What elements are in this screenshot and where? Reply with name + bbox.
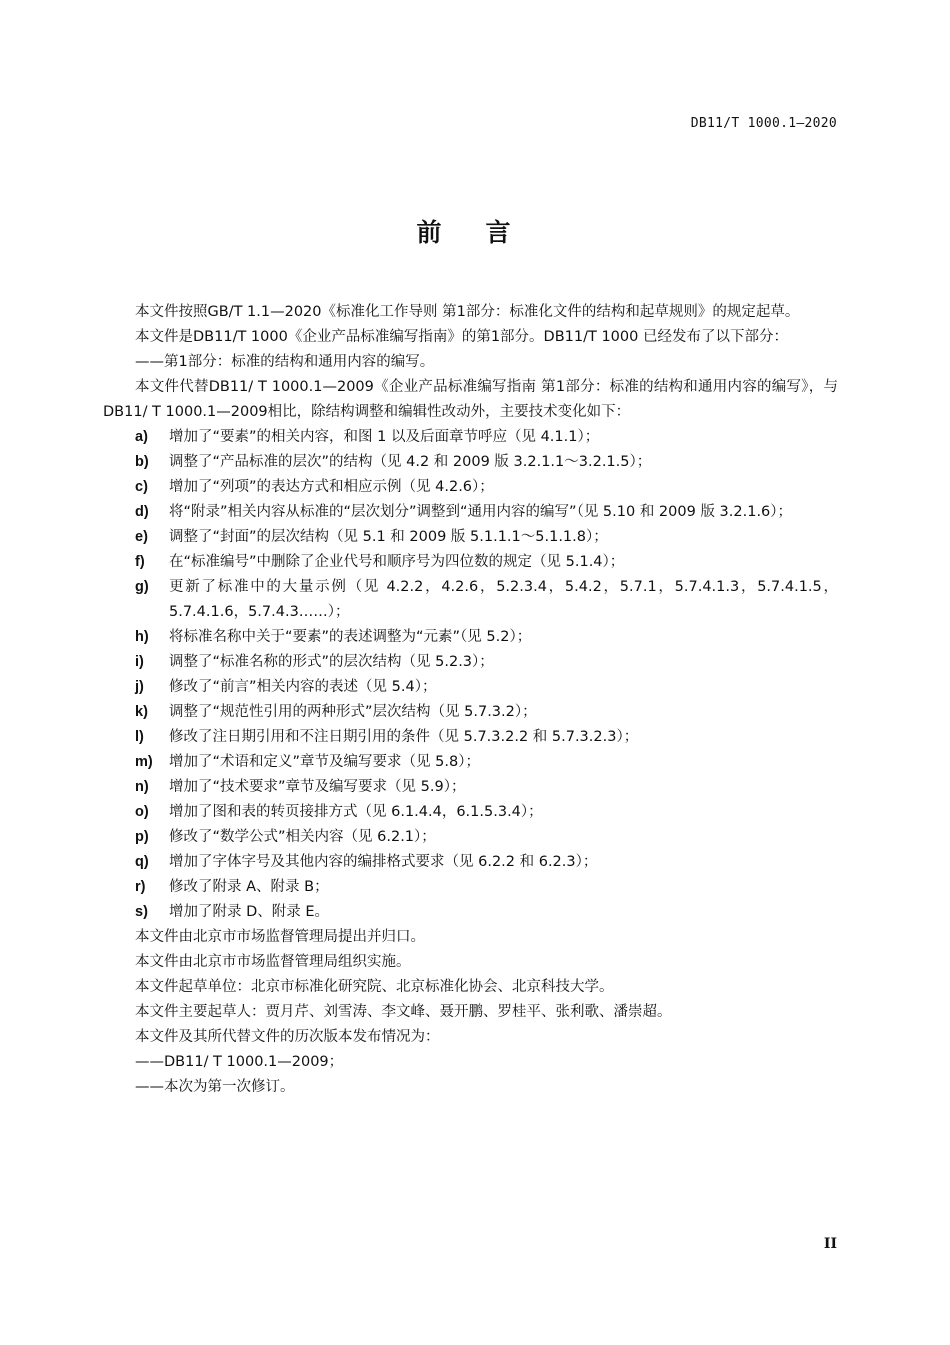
list-item bbox=[103, 750, 838, 775]
list-item bbox=[103, 625, 838, 650]
list-label: k) bbox=[135, 704, 148, 720]
list-item bbox=[103, 775, 838, 800]
list-text: 修改了“数学公式”相关内容（见 6.2.1）； bbox=[169, 829, 436, 845]
list-label: q) bbox=[135, 854, 149, 870]
list-label: d) bbox=[135, 504, 149, 520]
list-label: n) bbox=[135, 779, 149, 795]
list-item bbox=[103, 425, 838, 450]
list-item bbox=[103, 650, 838, 675]
list-text: 在“标准编号”中删除了企业代号和顺序号为四位数的规定（见 5.1.4）； bbox=[169, 554, 625, 570]
list-label: e) bbox=[135, 529, 148, 545]
list-item bbox=[103, 575, 838, 625]
list-text: 增加了字体字号及其他内容的编排格式要求（见 6.2.2 和 6.2.3）； bbox=[169, 854, 598, 870]
list-text: 修改了“前言”相关内容的表述（见 5.4）； bbox=[169, 679, 437, 695]
dash-item: ——第1部分：标准的结构和通用内容的编写。 bbox=[135, 354, 435, 370]
list-text: 修改了附录 A、附录 B； bbox=[169, 879, 329, 895]
list-label: h) bbox=[135, 629, 149, 645]
list-label: c) bbox=[135, 479, 148, 495]
list-label: f) bbox=[135, 554, 145, 570]
document-code: DB11/T 1000.1—2020 bbox=[690, 116, 837, 131]
paragraph: 本文件主要起草人：贾月芹、刘雪涛、李文峰、聂开鹏、罗桂平、张利歌、潘崇超。 bbox=[135, 1004, 672, 1020]
list-item bbox=[103, 900, 838, 925]
list-label: i) bbox=[135, 654, 144, 670]
list-item bbox=[103, 875, 838, 900]
list-text: 增加了“列项”的表达方式和相应示例（见 4.2.6）； bbox=[169, 479, 494, 495]
list-label: j) bbox=[135, 679, 144, 695]
list-text: 增加了“术语和定义”章节及编写要求（见 5.8）； bbox=[169, 754, 480, 770]
list-item bbox=[103, 500, 838, 525]
changes-list bbox=[103, 425, 838, 925]
list-item bbox=[103, 475, 838, 500]
list-label: b) bbox=[135, 454, 149, 470]
list-label: p) bbox=[135, 829, 149, 845]
foreword-body bbox=[103, 300, 838, 1100]
paragraph: 本文件是DB11/T 1000《企业产品标准编写指南》的第1部分。DB11/T 1000 已经发布了以下部分： bbox=[135, 329, 788, 345]
list-label: o) bbox=[135, 804, 149, 820]
list-item bbox=[103, 525, 838, 550]
list-item bbox=[103, 850, 838, 875]
list-item bbox=[103, 675, 838, 700]
list-text: 增加了附录 D、附录 E。 bbox=[169, 904, 330, 920]
list-item bbox=[103, 800, 838, 825]
list-text: 更新了标准中的大量示例（见 4.2.2，4.2.6，5.2.3.4，5.4.2，5.7.1，5.7.4.1.3，5.7.4.1.5，5.7.4.1.6，5.7.4.3……）； bbox=[169, 579, 838, 620]
list-label: r) bbox=[135, 879, 146, 895]
list-text: 调整了“产品标准的层次”的结构（见 4.2 和 2009 版 3.2.1.1～3.2.1.5）； bbox=[169, 454, 652, 470]
list-text: 将“附录”相关内容从标准的“层次划分”调整到“通用内容的编写”（见 5.10 和 2009 版 3.2.1.6）； bbox=[169, 504, 793, 520]
list-text: 增加了“要素”的相关内容，和图 1 以及后面章节呼应（见 4.1.1）； bbox=[169, 429, 600, 445]
list-label: l) bbox=[135, 729, 144, 745]
history-item: ——本次为第一次修订。 bbox=[135, 1079, 295, 1095]
paragraph: 本文件由北京市市场监督管理局提出并归口。 bbox=[135, 929, 425, 945]
list-text: 调整了“标准名称的形式”的层次结构（见 5.2.3）； bbox=[169, 654, 494, 670]
list-item bbox=[103, 825, 838, 850]
paragraph: 本文件及其所代替文件的历次版本发布情况为： bbox=[135, 1029, 440, 1045]
list-item bbox=[103, 450, 838, 475]
paragraph: 本文件起草单位：北京市标准化研究院、北京标准化协会、北京科技大学。 bbox=[135, 979, 614, 995]
list-text: 将标准名称中关于“要素”的表述调整为“元素”（见 5.2）； bbox=[169, 629, 532, 645]
list-item bbox=[103, 700, 838, 725]
paragraph: 本文件由北京市市场监督管理局组织实施。 bbox=[135, 954, 411, 970]
paragraph: 本文件按照GB/T 1.1—2020《标准化工作导则 第1部分：标准化文件的结构和起草规则》的规定起草。 bbox=[135, 304, 800, 320]
list-text: 增加了图和表的转页接排方式（见 6.1.4.4，6.1.5.3.4）； bbox=[169, 804, 543, 820]
list-label: g) bbox=[135, 579, 149, 595]
list-item bbox=[103, 725, 838, 750]
list-text: 增加了“技术要求”章节及编写要求（见 5.9）； bbox=[169, 779, 466, 795]
history-item: ——DB11/ T 1000.1—2009； bbox=[135, 1054, 344, 1070]
list-text: 修改了注日期引用和不注日期引用的条件（见 5.7.3.2.2 和 5.7.3.2.3）； bbox=[169, 729, 639, 745]
page-number: II bbox=[823, 1236, 837, 1252]
list-label: s) bbox=[135, 904, 148, 920]
page-title: 前言 bbox=[416, 218, 555, 247]
list-label: m) bbox=[135, 754, 153, 770]
list-text: 调整了“封面”的层次结构（见 5.1 和 2009 版 5.1.1.1～5.1.1.8）； bbox=[169, 529, 608, 545]
list-label: a) bbox=[135, 429, 148, 445]
paragraph: 本文件代替DB11/ T 1000.1—2009《企业产品标准编写指南 第1部分：标准的结构和通用内容的编写》，与DB11/ T 1000.1—2009相比，除结构调整和编辑性改动外，主要技术变化如下： bbox=[103, 379, 838, 420]
list-text: 调整了“规范性引用的两种形式”层次结构（见 5.7.3.2）； bbox=[169, 704, 537, 720]
list-item bbox=[103, 550, 838, 575]
